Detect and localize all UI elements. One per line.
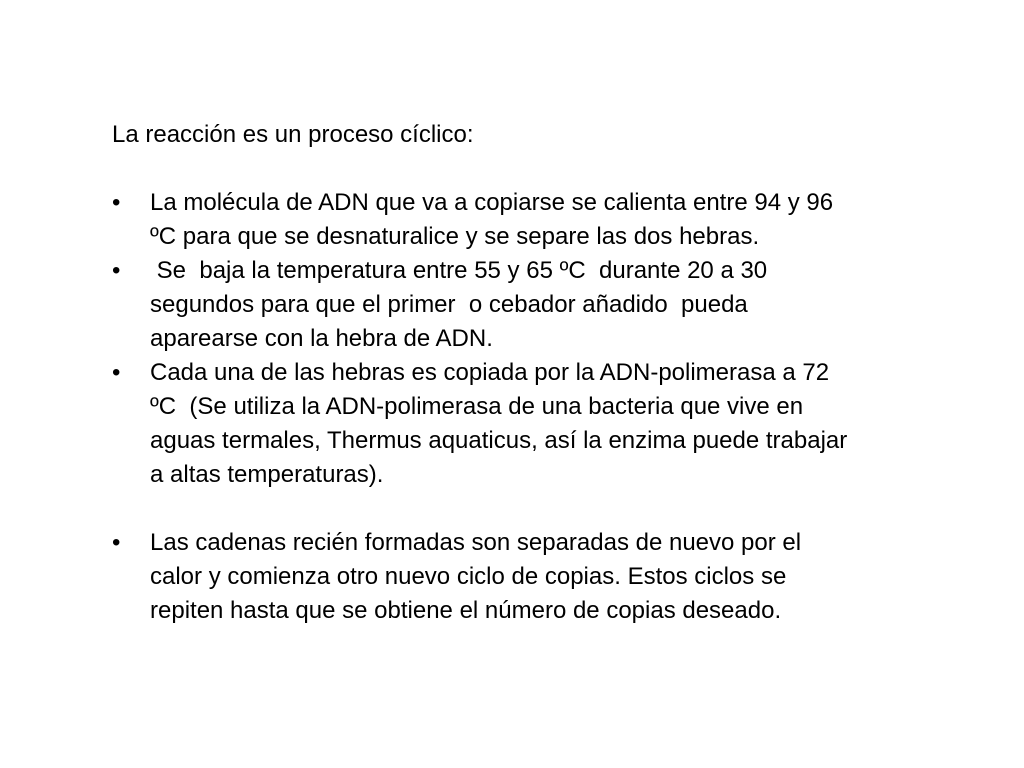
- bullet-line: aparearse con la hebra de ADN.: [150, 325, 493, 352]
- bullet-line: calor y comienza otro nuevo ciclo de copias. Estos ciclos se: [150, 563, 787, 590]
- spacer: [112, 152, 992, 186]
- bullet-icon: •: [112, 257, 121, 284]
- bullet-icon: •: [112, 359, 121, 386]
- bullet-line: ºC para que se desnaturalice y se separe las dos hebras.: [150, 223, 760, 250]
- bullet-list: [112, 186, 992, 492]
- bullet-line: segundos para que el primer o cebador añadido pueda: [150, 291, 748, 318]
- bullet-line: a altas temperaturas).: [150, 461, 384, 488]
- bullet-line: aguas termales, Thermus aquaticus, así la enzima puede trabajar: [150, 427, 848, 454]
- bullet-icon: •: [112, 529, 121, 556]
- bullet-line: repiten hasta que se obtiene el número de copias deseado.: [150, 597, 782, 624]
- spacer: [112, 492, 992, 526]
- bullet-line: ºC (Se utiliza la ADN-polimerasa de una bacteria que vive en: [150, 393, 804, 420]
- bullet-line: La molécula de ADN que va a copiarse se calienta entre 94 y 96: [150, 189, 834, 216]
- slide-content: [112, 118, 992, 628]
- bullet-line: Cada una de las hebras es copiada por la ADN-polimerasa a 72: [150, 359, 830, 386]
- intro-text: La reacción es un proceso cíclico:: [112, 121, 474, 148]
- bullet-item-denaturation: [112, 186, 992, 254]
- bullet-line: Se baja la temperatura entre 55 y 65 ºC durante 20 a 30: [150, 257, 768, 284]
- bullet-icon: •: [112, 189, 121, 216]
- bullet-item-extension: [112, 356, 992, 492]
- bullet-item-annealing: [112, 254, 992, 356]
- bullet-list-second: [112, 526, 992, 628]
- bullet-line: Las cadenas recién formadas son separadas de nuevo por el: [150, 529, 802, 556]
- bullet-item-repeat-cycle: [112, 526, 992, 628]
